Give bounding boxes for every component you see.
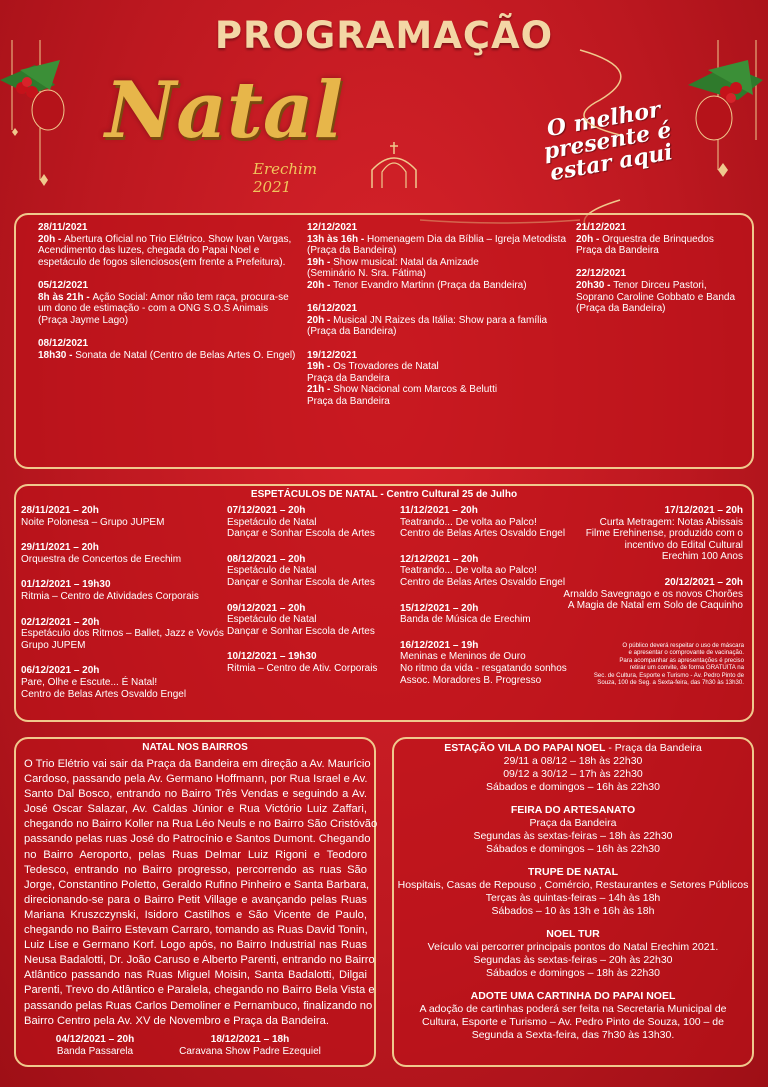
activity-line: Segundas às sextas-feiras – 20h às 22h30 (473, 954, 673, 966)
schedule-line (307, 361, 575, 373)
show-text: Erechim 100 Anos (661, 551, 743, 563)
schedule-time: 19h - (307, 361, 334, 373)
bairros-event-2-date: 18/12/2021 – 18h (210, 1034, 290, 1045)
show-date: 15/12/2021 – 20h (400, 602, 479, 614)
schedule-day (576, 268, 751, 314)
schedule-day (307, 303, 575, 338)
show-date: 17/12/2021 – 20h (664, 505, 743, 516)
bairros-event-1 (40, 1034, 150, 1058)
activity-title-main: TRUPE DE NATAL (527, 866, 619, 878)
note-line: e apresentar o comprovante de vacinação. (628, 649, 744, 657)
activity-line: Sábados e domingos – 18h às 22h30 (486, 967, 660, 979)
show-text: Orquestra de Concertos de Erechim (21, 553, 182, 565)
schedule-line (576, 234, 751, 246)
show-entry (21, 617, 226, 652)
schedule-date: 21/12/2021 (576, 222, 627, 233)
activity-line: Sábados e domingos – 16h às 22h30 (486, 843, 660, 855)
schedule-time: 13h às 16h - (307, 233, 368, 245)
schedule-text: (Praça da Bandeira) (307, 326, 397, 338)
schedule-date: 22/12/2021 (576, 268, 627, 280)
show-date: 08/12/2021 – 20h (227, 553, 306, 565)
schedule-line (38, 257, 303, 269)
church-dome-icon (366, 140, 422, 190)
activity-section (392, 804, 754, 856)
activity-line: Praça da Bandeira (529, 817, 617, 829)
activity-line: 09/12 a 30/12 – 17h às 22h30 (503, 768, 643, 780)
show-text: Espetáculo dos Ritmos – Ballet, Jazz e Vovós (21, 628, 224, 640)
activity-title (392, 928, 754, 941)
route-line: Jorge, Constantino Poletto, Geraldo Rufino Pinheiro e Santa Barbara, (24, 878, 370, 891)
schedule-line (38, 303, 303, 315)
schedule-time: 20h - (38, 233, 65, 245)
show-entry (227, 505, 397, 540)
schedule-time: 20h - (576, 233, 603, 245)
schedule-line (307, 280, 575, 292)
schedule-line (307, 234, 575, 246)
activities-list (392, 742, 754, 1042)
route-line: Neusa Badalotti, Dr. João Caruso e Alberto Parenti, entrando no Bairro (24, 954, 375, 967)
route-line: Santo Dal Bosco, entrando no Bairro Três Vendas e seguindo a Av. (24, 788, 367, 801)
show-text: A Magia de Natal em Solo de Caquinho (567, 600, 743, 612)
show-text: Meninas e Meninos de Ouro (400, 651, 526, 663)
show-entry (21, 579, 226, 602)
schedule-text: Sonata de Natal (Centro de Belas Artes O. Engel) (75, 349, 296, 361)
route-line: O Trio Elétrio vai sair da Praça da Bandeira em direção a Av. Maurício (24, 758, 371, 770)
show-text: Ritmia – Centro de Atividades Corporais (21, 590, 199, 602)
show-text: Espetáculo de Natal (227, 614, 317, 626)
shows-column-4 (555, 505, 743, 612)
schedule-day (38, 280, 303, 326)
route-line: direcionando-se para o Bairro Petit Village e avançando pelas Ruas (24, 893, 367, 906)
vaccination-note (548, 642, 744, 686)
schedule-time: 19h - (307, 256, 334, 268)
schedule-text: (Praça Jayme Lago) (38, 314, 129, 326)
show-date: 09/12/2021 – 20h (227, 602, 306, 614)
route-line: Bairro Centro pela Av. XV de Novembro e Praça da Bandeira. (24, 1014, 329, 1027)
show-text: Curta Metragem: Notas Abissais (599, 516, 743, 528)
show-entry (227, 554, 397, 589)
show-text: Teatrando... De volta ao Palco! (400, 565, 537, 577)
schedule-text: Acendimento das luzes, chegada do Papai Noel e (38, 245, 260, 257)
neighborhoods-heading: NATAL NOS BAIRROS (142, 742, 248, 753)
schedule-line (307, 257, 575, 269)
schedule-line (576, 245, 751, 257)
schedule-line (38, 234, 303, 246)
show-text: Dançar e Sonhar Escola de Artes (227, 576, 375, 588)
schedule-date: 12/12/2021 (307, 222, 358, 233)
activity-line: Sábados – 10 às 13h e 16h às 18h (491, 905, 655, 917)
route-line: passando pelas ruas José do Patrocínio e Santos Dumont. Chegando (24, 833, 371, 846)
schedule-text: Orquestra de Brinquedos (602, 233, 714, 245)
show-text: Pare, Olhe e Escute... É Natal! (21, 676, 158, 688)
show-entry (400, 603, 575, 626)
bairros-event-1-name: Banda Passarela (56, 1046, 134, 1057)
show-text: Centro de Belas Artes Osvaldo Engel (21, 688, 187, 700)
show-entry (227, 603, 397, 638)
schedule-line (307, 384, 575, 396)
show-date: 12/12/2021 – 20h (400, 553, 479, 565)
route-line: José Oscar Salazar, Av. Caldas Júnior e Rua Victório Luiz Zaffari, (24, 803, 367, 816)
show-date: 29/11/2021 – 20h (21, 542, 99, 554)
schedule-line (307, 373, 575, 385)
note-line: O público deverá respeitar o uso de máscara (622, 642, 744, 649)
show-entry (21, 505, 226, 528)
activity-section (392, 742, 754, 794)
schedule-text: Show Nacional com Marcos & Belutti (333, 384, 498, 396)
show-text: Centro de Belas Artes Osvaldo Engel (400, 528, 566, 540)
schedule-text: Ação Social: Amor não tem raça, procura-se (92, 291, 289, 303)
activity-title-main: FEIRA DO ARTESANATO (510, 804, 636, 816)
show-text: Assoc. Moradores B. Progresso (400, 674, 542, 686)
show-text: incentivo do Edital Cultural (624, 539, 743, 551)
schedule-day (576, 222, 751, 257)
top-column-1 (38, 222, 303, 361)
schedule-text: (Praça da Bandeira) (307, 245, 397, 257)
route-line: chegando no Bairro Koller na Rua Léo Neuls e no Bairro São Cristóvão (24, 818, 378, 831)
slogan: O melhor presente é estar aqui (541, 96, 675, 187)
activity-title (392, 742, 754, 755)
activity-title-main: NOEL TUR (546, 928, 600, 940)
schedule-time: 8h às 21h - (38, 291, 93, 303)
bairros-event-2 (160, 1034, 340, 1058)
show-entry (555, 577, 743, 612)
route-line: passando pelas Ruas Carlos Demoliner e Pernambuco, finalizando no (24, 999, 373, 1012)
note-line: Para acompanhar as apresentações é preciso (619, 656, 744, 664)
show-date: 16/12/2021 – 19h (400, 639, 479, 651)
schedule-text: Praça da Bandeira (307, 372, 390, 384)
schedule-day (38, 222, 303, 268)
activity-title (392, 804, 754, 817)
route-line: no Bairro Aeroporto, pelas Ruas Delmar Luiz Rigoni e Teodoro (24, 848, 367, 861)
note-line: retirar um convite, de forma GRATUITA na (629, 664, 744, 672)
note-line: Souza, 100 de Seg. a Sexta-feira, das 7h30 às 13h30. (597, 679, 744, 687)
route-line: Tedesco, entrando no Bairro progresso, percorrendo as ruas São (24, 863, 367, 876)
route-line: Cardoso, passando pela Av. Germano Hoffmann, por Rua Israel e Av. (24, 773, 368, 786)
schedule-text: Show musical: Natal da Amizade (333, 256, 479, 268)
theater-shows-heading: ESPETÁCULOS DE NATAL - Centro Cultural 25 de Julho (250, 489, 518, 500)
schedule-text: Tenor Evandro Martinn (Praça da Bandeira) (333, 279, 527, 291)
show-date: 01/12/2021 – 19h30 (21, 579, 111, 591)
schedule-line (38, 350, 303, 362)
activity-section (392, 866, 754, 918)
show-date: 28/11/2021 – 20h (21, 505, 99, 516)
show-date: 02/12/2021 – 20h (21, 616, 100, 628)
activity-line: Cultura, Esporte e Turismo – Av. Pedro Pinto de Souza, 100 – de (422, 1016, 724, 1028)
show-text: Espetáculo de Natal (227, 516, 317, 528)
activity-line: Veículo vai percorrer principais pontos do Natal Erechim 2021. (427, 941, 719, 953)
schedule-day (307, 350, 575, 408)
activity-line: Hospitais, Casas de Repouso , Comércio, Restaurantes e Setores Públicos (397, 879, 749, 891)
shows-column-1 (21, 505, 226, 700)
show-text: Filme Erehinense, produzido com o (585, 528, 743, 540)
activity-title-main: ADOTE UMA CARTINHA DO PAPAI NOEL (470, 990, 676, 1002)
route-line: Mariana Kruszczynski, Isidoro Castilhos e São Vicente de Paulo, (24, 908, 367, 921)
schedule-text: Abertura Oficial no Trio Elétrico. Show Ivan Vargas, (64, 233, 292, 245)
schedule-text: (Praça da Bandeira) (576, 303, 666, 315)
schedule-text: Tenor Dirceu Pastori, (613, 279, 707, 291)
activity-line: 29/11 a 08/12 – 18h às 22h30 (503, 755, 643, 767)
activity-line: Terças às quintas-feiras – 14h às 18h (485, 892, 661, 904)
schedule-line (307, 245, 575, 257)
schedule-text: espetáculo de fogos silenciosos(em frente a Prefeitura). (38, 256, 286, 268)
show-text: Espetáculo de Natal (227, 565, 317, 577)
shows-column-2 (227, 505, 397, 675)
show-text: Centro de Belas Artes Osvaldo Engel (400, 576, 566, 588)
show-date: 07/12/2021 – 20h (227, 505, 306, 516)
schedule-day (38, 338, 303, 361)
show-entry (555, 505, 743, 563)
route-line: Atlântico passando nas Ruas Miguel Moisin, Santa Badalotti, Dilgai (24, 969, 367, 982)
top-column-3 (576, 222, 751, 315)
page-title: PROGRAMAÇÃO (214, 14, 554, 57)
schedule-time: 20h - (307, 314, 334, 326)
top-column-2 (307, 222, 575, 408)
show-date: 06/12/2021 – 20h (21, 665, 100, 677)
schedule-text: Os Trovadores de Natal (333, 361, 439, 373)
schedule-time: 18h30 - (38, 349, 76, 361)
schedule-time: 21h - (307, 384, 334, 396)
bairros-event-2-name: Caravana Show Padre Ezequiel (179, 1046, 321, 1057)
schedule-line (576, 292, 751, 304)
show-date: 20/12/2021 – 20h (664, 576, 743, 588)
activity-title-suffix: - Praça da Bandeira (605, 742, 702, 754)
route-line: chegando no Bairro Estevam Carraro, tomando as Ruas David Tonin, (24, 924, 368, 937)
schedule-text: Soprano Caroline Gobbato e Banda (576, 291, 736, 303)
schedule-date: 28/11/2021 (38, 222, 88, 233)
show-entry (21, 665, 226, 700)
activity-section (392, 928, 754, 980)
show-entry (400, 505, 575, 540)
schedule-line (38, 292, 303, 304)
route-line: Parenti, Trevo do Atlântico e Paralela, chegando no Bairro Bela Vista e (24, 984, 375, 997)
schedule-line (307, 396, 575, 408)
activity-title (392, 866, 754, 879)
show-text: Arnaldo Savegnago e os novos Chorões (563, 588, 743, 600)
schedule-line (576, 280, 751, 292)
schedule-text: Musical JN Raizes da Itália: Show para a família (333, 314, 548, 326)
show-text: Ritmia – Centro de Ativ. Corporais (227, 662, 378, 674)
activity-section (392, 990, 754, 1042)
schedule-time: 20h - (307, 279, 334, 291)
note-line: Sec. de Cultura, Esporte e Turismo - Av. Pedro Pinto de (593, 671, 744, 679)
show-text: Noite Polonesa – Grupo JUPEM (21, 516, 165, 528)
logo-word: Natal (105, 65, 344, 156)
schedule-day (307, 222, 575, 292)
show-entry (21, 542, 226, 565)
natal-logo (105, 65, 344, 196)
activity-line: Segundas às sextas-feiras – 18h às 22h30 (473, 830, 673, 842)
schedule-date: 19/12/2021 (307, 349, 358, 361)
schedule-line (38, 315, 303, 327)
show-date: 11/12/2021 – 20h (400, 505, 478, 516)
logo-subtitle: Erechim 2021 (253, 160, 318, 196)
schedule-line (38, 245, 303, 257)
neighborhoods-route-text (24, 757, 378, 1029)
christmas-ornament-left-icon (0, 40, 110, 190)
activity-line: A adoção de cartinhas poderá ser feita na Secretaria Municipal de (419, 1003, 727, 1015)
schedule-text: Praça da Bandeira (307, 395, 390, 407)
schedule-line (307, 326, 575, 338)
schedule-date: 16/12/2021 (307, 303, 358, 315)
show-text: Banda de Música de Erechim (400, 614, 531, 626)
schedule-text: Homenagem Dia da Bíblia – Igreja Metodista (367, 233, 567, 245)
show-date: 10/12/2021 – 19h30 (227, 651, 317, 663)
schedule-date: 05/12/2021 (38, 279, 89, 291)
show-text: Grupo JUPEM (21, 639, 86, 651)
activity-line: Segunda a Sexta-feira, das 7h30 às 13h30. (471, 1029, 675, 1041)
activity-line: Sábados e domingos – 16h às 22h30 (486, 781, 660, 793)
show-text: Dançar e Sonhar Escola de Artes (227, 625, 375, 637)
route-line: Luiz Lise e Germano Korf. Logo após, no Bairro Industrial nas Ruas (24, 939, 367, 952)
show-text: No ritmo da vida - resgatando sonhos (400, 662, 567, 674)
show-text: Teatrando... De volta ao Palco! (400, 516, 537, 528)
schedule-line (576, 303, 751, 315)
activity-title-main: ESTAÇÃO VILA DO PAPAI NOEL (444, 742, 606, 754)
activity-title (392, 990, 754, 1003)
schedule-time: 20h30 - (576, 279, 614, 291)
schedule-date: 08/12/2021 (38, 337, 89, 349)
schedule-line (307, 268, 575, 280)
show-entry (400, 554, 575, 589)
show-entry (227, 651, 397, 674)
schedule-text: Praça da Bandeira (576, 245, 659, 257)
schedule-text: (Seminário N. Sra. Fátima) (307, 268, 426, 280)
schedule-line (307, 315, 575, 327)
show-text: Dançar e Sonhar Escola de Artes (227, 528, 375, 540)
bairros-event-1-date: 04/12/2021 – 20h (55, 1034, 135, 1045)
schedule-text: um dono de estimação - com a ONG S.O.S Animais (38, 303, 269, 315)
